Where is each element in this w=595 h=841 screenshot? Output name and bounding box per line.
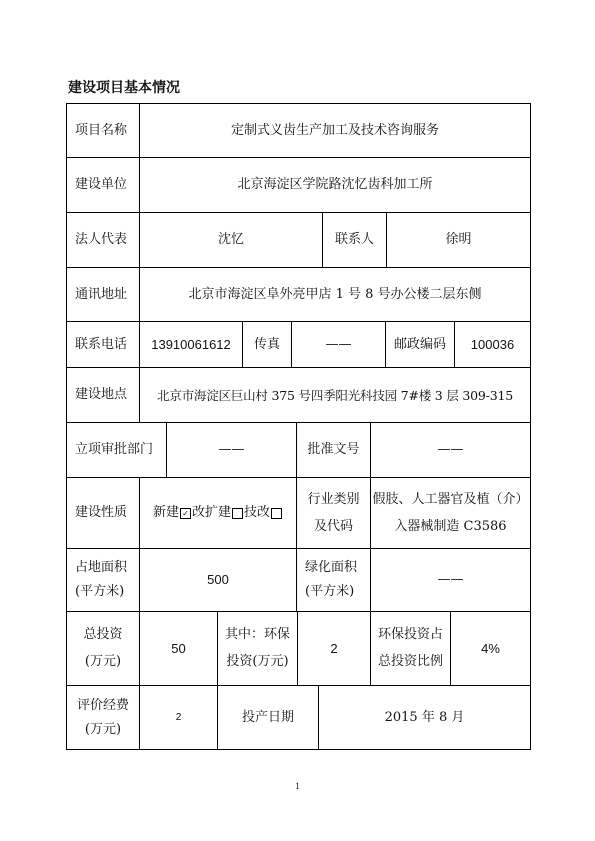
env-ratio-label-line-1: 环保投资占 [377, 627, 443, 643]
total-investment-label-line-2: (万元) [84, 654, 122, 669]
contact-value: 徐明 [386, 212, 531, 268]
assessment-fee-label-line-1: 评价经费 [76, 697, 129, 713]
env-ratio-label [370, 611, 451, 686]
page-number: 1 [295, 781, 300, 791]
land-area-label-line-2: (平方米) [75, 584, 125, 599]
land-area-label [66, 548, 140, 612]
phone-value: 13910061612 [139, 321, 243, 368]
nature-options [139, 477, 297, 549]
land-area-label-line-1: 占地面积 [75, 560, 128, 576]
nature-new-label: 新建 [152, 505, 179, 521]
env-investment-label [217, 611, 298, 686]
address-label: 通讯地址 [66, 267, 140, 322]
postcode-label: 邮政编码 [385, 321, 455, 368]
builder-value: 北京海淀区学院路沈忆齿科加工所 [139, 157, 531, 213]
total-investment-label-line-1: 总投资 [83, 627, 123, 643]
assessment-fee-value: 2 [139, 685, 218, 750]
project-name-label: 项目名称 [66, 103, 140, 158]
phone-label: 联系电话 [66, 321, 140, 368]
env-investment-value: 2 [297, 611, 371, 686]
industry-value-line-1: 假肢、人工器官及植（介） [372, 491, 529, 507]
contact-label: 联系人 [322, 212, 387, 268]
nature-expand-label: 改扩建 [191, 505, 231, 521]
total-investment-value: 50 [139, 611, 218, 686]
approval-dept-value: —— [166, 422, 297, 478]
fax-label: 传真 [242, 321, 292, 368]
production-date-label: 投产日期 [217, 685, 319, 750]
total-investment-label [66, 611, 140, 686]
industry-label [296, 477, 371, 549]
green-area-value: —— [370, 548, 531, 612]
unchecked-checkbox-icon [232, 508, 243, 519]
checked-checkbox-icon: ✓ [180, 508, 191, 519]
industry-value-line-2: 入器械制造 C3586 [394, 518, 507, 534]
site-value: 北京市海淀区巨山村 375 号四季阳光科技园 7#楼 3 层 309-315 [139, 367, 531, 423]
site-label: 建设地点 [66, 367, 140, 423]
legal-rep-value: 沈忆 [139, 212, 323, 268]
production-date-value: 2015 年 8 月 [318, 685, 531, 750]
industry-label-line-1: 行业类别 [307, 491, 360, 507]
green-area-label [296, 548, 371, 612]
builder-label: 建设单位 [66, 157, 140, 213]
project-name-value: 定制式义齿生产加工及技术咨询服务 [139, 103, 531, 158]
env-ratio-value: 4% [450, 611, 531, 686]
green-area-label-line-1: 绿化面积 [305, 560, 358, 576]
fax-value: —— [291, 321, 386, 368]
assessment-fee-label [66, 685, 140, 750]
nature-label: 建设性质 [66, 477, 140, 549]
approval-dept-label: 立项审批部门 [66, 422, 167, 478]
nature-tech-label: 技改 [244, 505, 271, 521]
industry-value [370, 477, 531, 549]
env-investment-label-line-1: 其中：环保 [224, 627, 290, 643]
approval-doc-value: —— [370, 422, 531, 478]
industry-label-line-2: 及代码 [313, 518, 353, 534]
legal-rep-label: 法人代表 [66, 212, 140, 268]
postcode-value: 100036 [454, 321, 531, 368]
unchecked-checkbox-icon [271, 508, 282, 519]
assessment-fee-label-line-2: (万元) [84, 721, 122, 737]
land-area-value: 500 [139, 548, 297, 612]
approval-doc-label: 批准文号 [296, 422, 371, 478]
green-area-label-line-2: (平方米) [305, 584, 355, 599]
address-value: 北京市海淀区阜外亮甲店 1 号 8 号办公楼二层东侧 [139, 267, 531, 322]
env-ratio-label-line-2: 总投资比例 [377, 654, 443, 669]
section-heading: 建设项目基本情况 [68, 80, 180, 96]
env-investment-label-line-2: 投资(万元) [226, 654, 289, 669]
